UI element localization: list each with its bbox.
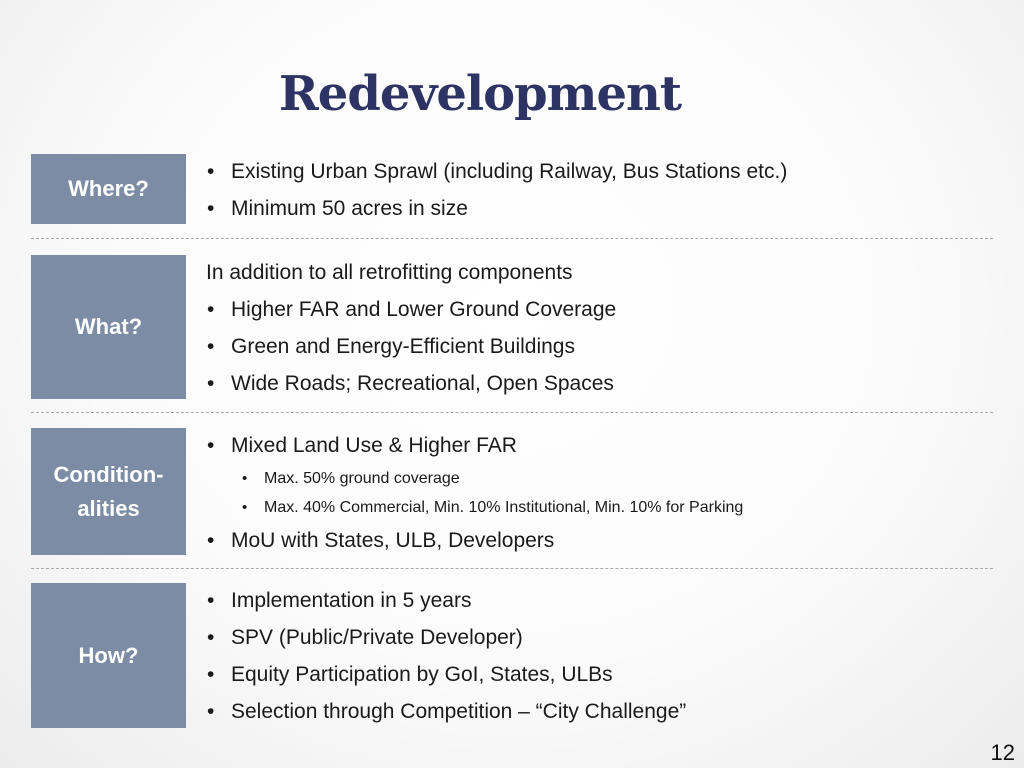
- how-label-box: [31, 583, 186, 728]
- conditionalities-label: Condition-alities: [53, 461, 164, 521]
- bullet-item: • Selection through Competition – “City Challenge”: [206, 693, 994, 730]
- page-number: 12: [990, 740, 1015, 765]
- slide-title: Redevelopment: [278, 66, 682, 122]
- bullet-item: • Minimum 50 acres in size: [206, 190, 994, 227]
- what-content: [206, 254, 994, 402]
- how-label: How?: [78, 642, 139, 668]
- bullet-item: • Existing Urban Sprawl (including Railway, Bus Stations etc.): [206, 153, 994, 190]
- intro-text: In addition to all retrofitting components: [206, 261, 573, 284]
- bullet-item: • Implementation in 5 years: [206, 582, 994, 619]
- section-divider: [31, 238, 993, 239]
- conditionalities-label-box: [31, 428, 186, 555]
- bullet-item: • MoU with States, ULB, Developers: [206, 522, 994, 559]
- how-content: [206, 582, 994, 730]
- where-content: [206, 153, 994, 227]
- sub-bullet-item: • Max. 50% ground coverage: [206, 464, 994, 493]
- sub-bullet-item: • Max. 40% Commercial, Min. 10% Institutional, Min. 10% for Parking: [206, 493, 994, 522]
- where-label-box: [31, 154, 186, 224]
- bullet-item: • Equity Participation by GoI, States, ULBs: [206, 656, 994, 693]
- bullet-item: • Wide Roads; Recreational, Open Spaces: [206, 365, 994, 402]
- bullet-item: • Mixed Land Use & Higher FAR: [206, 427, 994, 464]
- section-divider: [31, 568, 993, 569]
- section-divider: [31, 412, 993, 413]
- bullet-item: • Higher FAR and Lower Ground Coverage: [206, 291, 994, 328]
- conditionalities-content: [206, 427, 994, 559]
- what-label: What?: [74, 314, 143, 339]
- bullet-item: • Green and Energy-Efficient Buildings: [206, 328, 994, 365]
- what-label-box: [31, 255, 186, 399]
- where-label: Where?: [68, 176, 149, 201]
- bullet-item: • SPV (Public/Private Developer): [206, 619, 994, 656]
